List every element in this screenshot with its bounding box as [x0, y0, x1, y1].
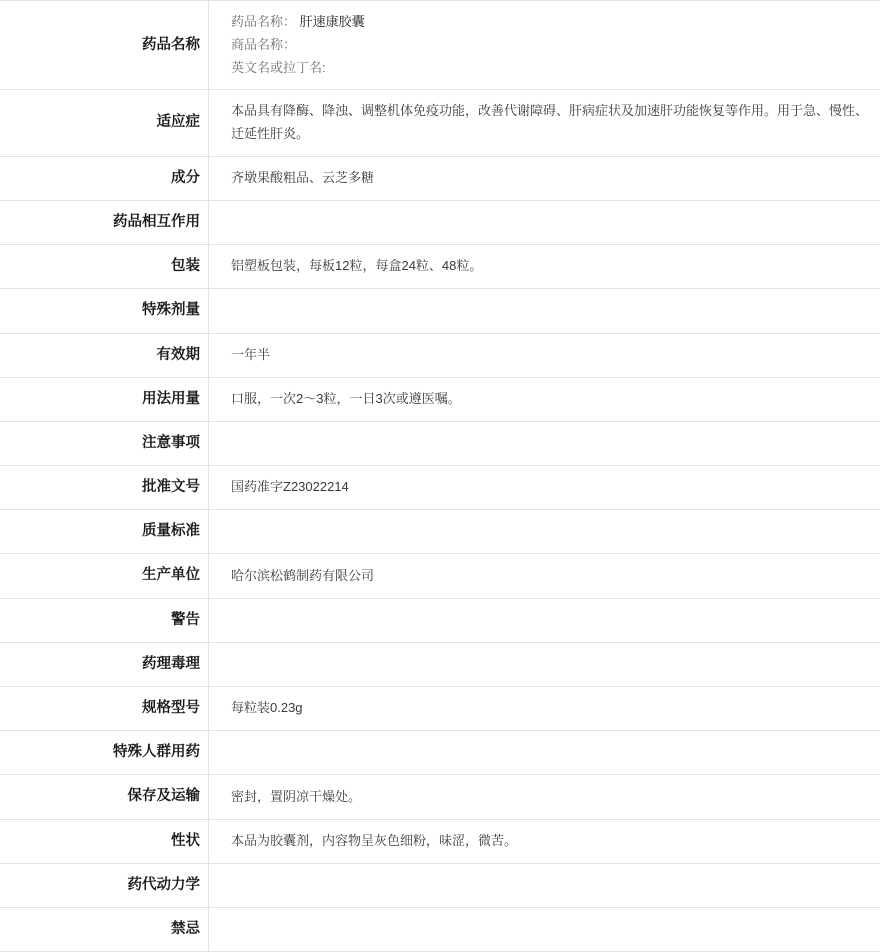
row-label-pharmacokinetics: 药代动力学: [0, 863, 209, 907]
table-row: [0, 156, 880, 200]
row-label-drug-name: 药品名称: [0, 1, 209, 90]
table-row: [0, 245, 880, 289]
table-row: [0, 642, 880, 686]
row-value-pharmacology: [209, 642, 880, 686]
table-row: [0, 200, 880, 244]
table-row: [0, 510, 880, 554]
row-label-storage: 保存及运输: [0, 775, 209, 819]
table-row: [0, 1, 880, 90]
table-row: [0, 731, 880, 775]
row-label-precautions: 注意事项: [0, 421, 209, 465]
table-row: [0, 333, 880, 377]
row-label-special-population: 特殊人群用药: [0, 731, 209, 775]
row-value-approval-number: 国药准字Z23022214: [209, 466, 880, 510]
table-row: [0, 421, 880, 465]
latin-name-line: [231, 57, 868, 80]
row-value-specification: 每粒装0.23g: [209, 687, 880, 731]
table-row: [0, 289, 880, 333]
row-label-shelf-life: 有效期: [0, 333, 209, 377]
trade-name-label: 商品名称：: [231, 37, 296, 52]
row-value-manufacturer: 哈尔滨松鹤制药有限公司: [209, 554, 880, 598]
row-label-contraindications: 禁忌: [0, 907, 209, 951]
row-value-quality-standard: [209, 510, 880, 554]
row-value-dosage: 口服，一次2～3粒，一日3次或遵医嘱。: [209, 377, 880, 421]
row-value-interactions: [209, 200, 880, 244]
drug-name-value: 肝速康胶囊: [300, 14, 365, 29]
row-label-special-dose: 特殊剂量: [0, 289, 209, 333]
row-value-special-population: [209, 731, 880, 775]
table-row: [0, 687, 880, 731]
latin-name-label: 英文名或拉丁名:: [231, 60, 326, 75]
trade-name-line: [231, 34, 868, 57]
row-label-packaging: 包装: [0, 245, 209, 289]
table-row: [0, 554, 880, 598]
row-label-ingredients: 成分: [0, 156, 209, 200]
drug-name-label: 药品名称：: [231, 14, 296, 29]
table-row: [0, 907, 880, 951]
row-label-manufacturer: 生产单位: [0, 554, 209, 598]
row-value-drug-name: [209, 1, 880, 90]
row-value-appearance: 本品为胶囊剂，内容物呈灰色细粉，味涩，微苦。: [209, 819, 880, 863]
row-label-dosage: 用法用量: [0, 377, 209, 421]
table-row: [0, 598, 880, 642]
drug-name-line: [231, 11, 868, 34]
row-label-approval-number: 批准文号: [0, 466, 209, 510]
row-value-ingredients: 齐墩果酸粗品、云芝多糖: [209, 156, 880, 200]
row-label-warning: 警告: [0, 598, 209, 642]
table-row: [0, 90, 880, 157]
table-row: [0, 466, 880, 510]
row-value-warning: [209, 598, 880, 642]
table-row: [0, 819, 880, 863]
row-label-specification: 规格型号: [0, 687, 209, 731]
row-label-indications: 适应症: [0, 90, 209, 157]
row-value-indications: 本品具有降酶、降浊、调整机体免疫功能，改善代谢障碍、肝病症状及加速肝功能恢复等作用。用于急、慢性、迁延性肝炎。: [209, 90, 880, 157]
row-label-pharmacology: 药理毒理: [0, 642, 209, 686]
row-value-precautions: [209, 421, 880, 465]
row-value-packaging: 铝塑板包装，每板12粒，每盒24粒、48粒。: [209, 245, 880, 289]
row-label-appearance: 性状: [0, 819, 209, 863]
row-value-contraindications: [209, 907, 880, 951]
row-value-shelf-life: 一年半: [209, 333, 880, 377]
row-value-special-dose: [209, 289, 880, 333]
row-label-interactions: 药品相互作用: [0, 200, 209, 244]
row-value-storage: 密封，置阴凉干燥处。: [209, 775, 880, 819]
table-row: [0, 775, 880, 819]
row-label-quality-standard: 质量标准: [0, 510, 209, 554]
table-row: [0, 377, 880, 421]
